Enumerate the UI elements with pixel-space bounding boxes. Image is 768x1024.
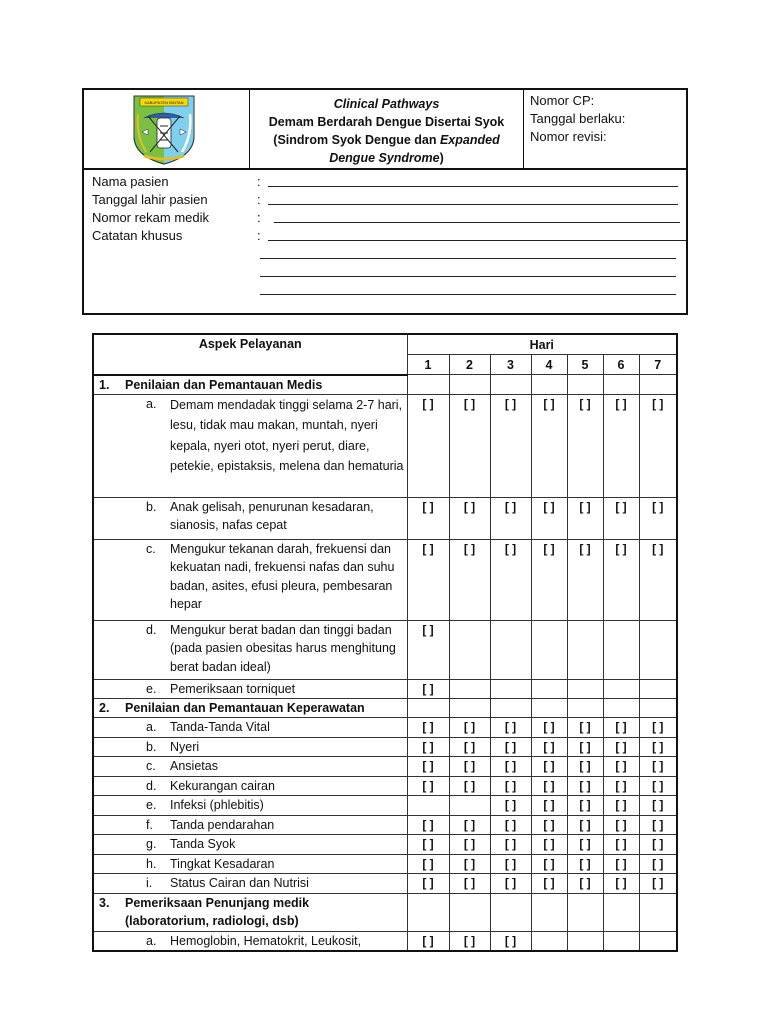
- day-cell-empty: [567, 620, 603, 679]
- day-cell-empty: [490, 893, 531, 931]
- checkbox-day-2[interactable]: [ ]: [449, 757, 490, 777]
- title-line-4: [250, 149, 523, 167]
- section-row: [93, 893, 677, 931]
- day-cell-empty: [603, 931, 639, 951]
- item-text: Nyeri: [170, 739, 200, 754]
- aspek-cell: [93, 718, 407, 738]
- item-letter: g.: [146, 837, 157, 851]
- checkbox-day-3[interactable]: [ ]: [490, 835, 531, 855]
- day-cell-empty: [531, 375, 567, 395]
- day-cell-empty: [407, 375, 449, 395]
- checkbox-day-5[interactable]: [ ]: [567, 737, 603, 757]
- checkbox-day-3[interactable]: [ ]: [490, 718, 531, 738]
- day-header-5: 5: [567, 355, 603, 375]
- checkbox-day-1[interactable]: [ ]: [407, 757, 449, 777]
- section-title: Penilaian dan Pemantauan Keperawatan: [125, 701, 365, 715]
- item-text: Tingkat Kesadaran: [170, 856, 275, 871]
- field-label: Nama pasien: [92, 174, 169, 189]
- logo-cell: [84, 90, 250, 168]
- day-cell-empty: [407, 893, 449, 931]
- section-row: [93, 699, 677, 718]
- checkbox-day-6[interactable]: [ ]: [603, 394, 639, 497]
- item-letter: b.: [146, 739, 157, 754]
- item-text: Pemeriksaan torniquet: [170, 681, 296, 696]
- table-row: [93, 796, 677, 816]
- item-text: Tanda Syok: [170, 837, 236, 851]
- aspek-cell: [93, 737, 407, 757]
- checkbox-day-7[interactable]: [ ]: [639, 394, 677, 497]
- field-colon: :: [257, 174, 261, 189]
- field-colon: :: [257, 210, 261, 225]
- aspek-cell: [93, 874, 407, 894]
- item-text: Infeksi (phlebitis): [170, 798, 264, 812]
- checkbox-day-2[interactable]: [ ]: [449, 394, 490, 497]
- day-cell-empty: [407, 796, 449, 816]
- day-cell-empty: [639, 375, 677, 395]
- table-body: [93, 375, 677, 952]
- checkbox-day-5[interactable]: [ ]: [567, 718, 603, 738]
- table-row: [93, 620, 677, 679]
- checkbox-day-3[interactable]: [ ]: [490, 497, 531, 539]
- col-header-aspek: Aspek Pelayanan: [93, 334, 407, 375]
- document-title: [250, 90, 524, 168]
- item-letter: a.: [146, 933, 157, 948]
- aspek-cell: [93, 776, 407, 796]
- field-label: Tanggal lahir pasien: [92, 192, 208, 207]
- item-letter: e.: [146, 681, 157, 696]
- table-row: [93, 679, 677, 699]
- title-line-1: Clinical Pathways: [333, 97, 440, 111]
- checkbox-day-7[interactable]: [ ]: [639, 854, 677, 874]
- catatan-input-line-2[interactable]: [260, 258, 676, 259]
- item-letter: a.: [146, 720, 157, 734]
- item-text: Tanda pendarahan: [170, 817, 275, 832]
- item-letter: c.: [146, 541, 156, 556]
- day-cell-empty: [490, 679, 531, 699]
- checkbox-day-6[interactable]: [ ]: [603, 874, 639, 894]
- checkbox-day-5[interactable]: [ ]: [567, 796, 603, 816]
- item-text: Ansietas: [170, 759, 218, 773]
- checkbox-day-7[interactable]: [ ]: [639, 539, 677, 620]
- day-cell-empty: [490, 375, 531, 395]
- regency-crest-icon: [130, 92, 198, 166]
- item-text: Anak gelisah, penurunan kesadaran, sianosis, nafas cepat: [170, 499, 374, 532]
- catatan-input-line-1[interactable]: [268, 240, 686, 241]
- checkbox-day-1[interactable]: [ ]: [407, 874, 449, 894]
- catatan-input-line-4[interactable]: [260, 294, 676, 295]
- title-line-4-italic: Dengue Syndrome: [329, 151, 440, 165]
- checkbox-day-7[interactable]: [ ]: [639, 874, 677, 894]
- table-row: [93, 815, 677, 835]
- day-header-2: 2: [449, 355, 490, 375]
- day-cell-empty: [531, 699, 567, 718]
- checkbox-day-4[interactable]: [ ]: [531, 854, 567, 874]
- checkbox-day-1[interactable]: [ ]: [407, 394, 449, 497]
- checkbox-day-1[interactable]: [ ]: [407, 718, 449, 738]
- day-cell-empty: [639, 893, 677, 931]
- checkbox-day-3[interactable]: [ ]: [490, 815, 531, 835]
- checkbox-day-2[interactable]: [ ]: [449, 497, 490, 539]
- section-number: 3.: [99, 895, 110, 910]
- item-letter: d.: [146, 778, 157, 793]
- checkbox-day-6[interactable]: [ ]: [603, 737, 639, 757]
- catatan-input-line-3[interactable]: [260, 276, 676, 277]
- checkbox-day-2[interactable]: [ ]: [449, 539, 490, 620]
- checkbox-day-4[interactable]: [ ]: [531, 394, 567, 497]
- item-letter: b.: [146, 499, 157, 514]
- aspek-cell: [93, 497, 407, 539]
- checkbox-day-1[interactable]: [ ]: [407, 620, 449, 679]
- title-line-2: Demam Berdarah Dengue Disertai Syok: [268, 115, 505, 129]
- aspek-cell: [93, 815, 407, 835]
- checkbox-day-4[interactable]: [ ]: [531, 737, 567, 757]
- nomor-cp-field[interactable]: Nomor CP:: [530, 93, 595, 108]
- aspek-cell: [93, 679, 407, 699]
- day-cell-empty: [603, 375, 639, 395]
- checkbox-day-2[interactable]: [ ]: [449, 854, 490, 874]
- checkbox-day-2[interactable]: [ ]: [449, 776, 490, 796]
- item-text: Status Cairan dan Nutrisi: [170, 876, 309, 890]
- day-cell-empty: [603, 893, 639, 931]
- day-cell-empty: [449, 796, 490, 816]
- day-cell-empty: [449, 679, 490, 699]
- day-header-6: 6: [603, 355, 639, 375]
- checkbox-day-5[interactable]: [ ]: [567, 835, 603, 855]
- checkbox-day-3[interactable]: [ ]: [490, 737, 531, 757]
- checkbox-day-3[interactable]: [ ]: [490, 854, 531, 874]
- checkbox-day-7[interactable]: [ ]: [639, 796, 677, 816]
- aspek-cell: [93, 394, 407, 497]
- section-number: 1.: [99, 377, 110, 392]
- item-text: Hemoglobin, Hematokrit, Leukosit,: [170, 933, 362, 948]
- checkbox-day-5[interactable]: [ ]: [567, 854, 603, 874]
- aspek-cell: [93, 931, 407, 951]
- day-cell-empty: [639, 699, 677, 718]
- checkbox-day-4[interactable]: [ ]: [531, 539, 567, 620]
- section-title-cell: [93, 375, 407, 395]
- day-cell-empty: [639, 620, 677, 679]
- section-number: 2.: [99, 701, 110, 715]
- checkbox-day-2[interactable]: [ ]: [449, 718, 490, 738]
- day-header-7: 7: [639, 355, 677, 375]
- table-row: [93, 539, 677, 620]
- checkbox-day-3[interactable]: [ ]: [490, 931, 531, 951]
- item-text: Kekurangan cairan: [170, 778, 275, 793]
- section-title: Penilaian dan Pemantauan Medis: [125, 377, 323, 392]
- item-letter: f.: [146, 817, 153, 832]
- checkbox-day-1[interactable]: [ ]: [407, 854, 449, 874]
- day-cell-empty: [603, 679, 639, 699]
- checkbox-day-2[interactable]: [ ]: [449, 931, 490, 951]
- document-meta: [524, 90, 686, 168]
- checkbox-day-1[interactable]: [ ]: [407, 835, 449, 855]
- checkbox-day-1[interactable]: [ ]: [407, 539, 449, 620]
- day-cell-empty: [567, 699, 603, 718]
- checkbox-day-3[interactable]: [ ]: [490, 776, 531, 796]
- day-cell-empty: [490, 620, 531, 679]
- aspek-cell: [93, 854, 407, 874]
- checkbox-day-5[interactable]: [ ]: [567, 539, 603, 620]
- day-cell-empty: [490, 699, 531, 718]
- day-cell-empty: [531, 679, 567, 699]
- field-label: Catatan khusus: [92, 228, 183, 243]
- tanggal-berlaku-field[interactable]: Tanggal berlaku:: [530, 111, 626, 126]
- table-row: [93, 497, 677, 539]
- patient-info: [84, 170, 686, 313]
- day-header-3: 3: [490, 355, 531, 375]
- checkbox-day-4[interactable]: [ ]: [531, 776, 567, 796]
- checkbox-day-7[interactable]: [ ]: [639, 776, 677, 796]
- day-cell-empty: [531, 620, 567, 679]
- day-cell-empty: [567, 375, 603, 395]
- checkbox-day-4[interactable]: [ ]: [531, 718, 567, 738]
- item-letter: e.: [146, 798, 157, 812]
- checkbox-day-1[interactable]: [ ]: [407, 737, 449, 757]
- day-cell-empty: [567, 893, 603, 931]
- checkbox-day-7[interactable]: [ ]: [639, 497, 677, 539]
- checkbox-day-4[interactable]: [ ]: [531, 874, 567, 894]
- col-header-hari: Hari: [407, 334, 677, 355]
- checkbox-day-4[interactable]: [ ]: [531, 796, 567, 816]
- table-row: [93, 737, 677, 757]
- checkbox-day-6[interactable]: [ ]: [603, 539, 639, 620]
- section-title-cell: [93, 893, 407, 931]
- checkbox-day-7[interactable]: [ ]: [639, 835, 677, 855]
- table-row: [93, 874, 677, 894]
- item-text: Mengukur tekanan darah, frekuensi dan kekuatan nadi, frekuensi nafas dan suhu badan, asites, efusi pleura, pembesaran hepar: [170, 541, 395, 611]
- title-line-3: [250, 131, 523, 149]
- table-row: [93, 854, 677, 874]
- item-letter: c.: [146, 759, 156, 773]
- checkbox-day-1[interactable]: [ ]: [407, 931, 449, 951]
- day-cell-empty: [567, 679, 603, 699]
- day-cell-empty: [639, 679, 677, 699]
- field-colon: :: [257, 228, 261, 243]
- day-cell-empty: [531, 931, 567, 951]
- item-letter: h.: [146, 856, 157, 871]
- checkbox-day-4[interactable]: [ ]: [531, 757, 567, 777]
- checkbox-day-5[interactable]: [ ]: [567, 497, 603, 539]
- tanggal-lahir-input-line[interactable]: [268, 204, 678, 205]
- checkbox-day-6[interactable]: [ ]: [603, 757, 639, 777]
- checkbox-day-7[interactable]: [ ]: [639, 718, 677, 738]
- checkbox-day-2[interactable]: [ ]: [449, 835, 490, 855]
- day-cell-empty: [567, 931, 603, 951]
- aspek-cell: [93, 620, 407, 679]
- checkbox-day-6[interactable]: [ ]: [603, 776, 639, 796]
- item-letter: d.: [146, 622, 157, 637]
- checkbox-day-5[interactable]: [ ]: [567, 757, 603, 777]
- checkbox-day-7[interactable]: [ ]: [639, 757, 677, 777]
- header-top-row: [84, 90, 686, 170]
- checkbox-day-2[interactable]: [ ]: [449, 737, 490, 757]
- field-colon: :: [257, 192, 261, 207]
- section-title-cell: [93, 699, 407, 718]
- checkbox-day-5[interactable]: [ ]: [567, 394, 603, 497]
- section-title: Pemeriksaan Penunjang medik (laboratorium, radiologi, dsb): [125, 895, 310, 928]
- item-text: Demam mendadak tinggi selama 2-7 hari, lesu, tidak mau makan, muntah, nyeri kepala, nyeri otot, nyeri perut, diare, petekie, epistaksis, melena dan hematuria: [170, 397, 404, 473]
- day-cell-empty: [531, 893, 567, 931]
- table-row: [93, 931, 677, 951]
- title-line-3-text: (Sindrom Syok Dengue dan: [273, 133, 440, 147]
- table-row: [93, 776, 677, 796]
- table-row: [93, 718, 677, 738]
- checkbox-day-6[interactable]: [ ]: [603, 854, 639, 874]
- checkbox-day-5[interactable]: [ ]: [567, 776, 603, 796]
- nomor-revisi-field[interactable]: Nomor revisi:: [530, 129, 607, 144]
- item-letter: a.: [146, 396, 157, 411]
- aspek-cell: [93, 796, 407, 816]
- checkbox-day-2[interactable]: [ ]: [449, 815, 490, 835]
- svg-text:KABUPATEN BINTAN: KABUPATEN BINTAN: [144, 100, 184, 105]
- checkbox-day-3[interactable]: [ ]: [490, 874, 531, 894]
- table-header-row: [93, 334, 677, 355]
- day-header-4: 4: [531, 355, 567, 375]
- clinical-pathway-table: [92, 333, 678, 952]
- checkbox-day-6[interactable]: [ ]: [603, 835, 639, 855]
- day-cell-empty: [449, 699, 490, 718]
- section-row: [93, 375, 677, 395]
- item-text: Mengukur berat badan dan tinggi badan (pada pasien obesitas harus menghitung berat badan ideal): [170, 622, 396, 674]
- day-cell-empty: [449, 620, 490, 679]
- aspek-cell: [93, 757, 407, 777]
- checkbox-day-7[interactable]: [ ]: [639, 815, 677, 835]
- checkbox-day-6[interactable]: [ ]: [603, 796, 639, 816]
- day-cell-empty: [639, 931, 677, 951]
- checkbox-day-3[interactable]: [ ]: [490, 757, 531, 777]
- checkbox-day-6[interactable]: [ ]: [603, 497, 639, 539]
- table-row: [93, 757, 677, 777]
- day-cell-empty: [603, 620, 639, 679]
- day-cell-empty: [407, 699, 449, 718]
- checkbox-day-7[interactable]: [ ]: [639, 737, 677, 757]
- rekam-medik-input-line[interactable]: [274, 222, 680, 223]
- checkbox-day-1[interactable]: [ ]: [407, 497, 449, 539]
- day-cell-empty: [449, 893, 490, 931]
- checkbox-day-3[interactable]: [ ]: [490, 394, 531, 497]
- day-cell-empty: [449, 375, 490, 395]
- checkbox-day-6[interactable]: [ ]: [603, 718, 639, 738]
- day-cell-empty: [603, 699, 639, 718]
- checkbox-day-3[interactable]: [ ]: [490, 796, 531, 816]
- title-line-4-text: ): [439, 151, 444, 165]
- aspek-cell: [93, 539, 407, 620]
- aspek-cell: [93, 835, 407, 855]
- nama-pasien-input-line[interactable]: [268, 186, 678, 187]
- table-row: [93, 835, 677, 855]
- table-row: [93, 394, 677, 497]
- item-letter: i.: [146, 876, 153, 890]
- field-label: Nomor rekam medik: [92, 210, 210, 225]
- title-line-3-italic: Expanded: [439, 133, 500, 147]
- checkbox-day-4[interactable]: [ ]: [531, 497, 567, 539]
- checkbox-day-4[interactable]: [ ]: [531, 835, 567, 855]
- checkbox-day-2[interactable]: [ ]: [449, 874, 490, 894]
- checkbox-day-1[interactable]: [ ]: [407, 776, 449, 796]
- checkbox-day-4[interactable]: [ ]: [531, 815, 567, 835]
- day-header-1: 1: [407, 355, 449, 375]
- checkbox-day-1[interactable]: [ ]: [407, 815, 449, 835]
- checkbox-day-5[interactable]: [ ]: [567, 815, 603, 835]
- document-header: [82, 88, 688, 315]
- checkbox-day-6[interactable]: [ ]: [603, 815, 639, 835]
- checkbox-day-1[interactable]: [ ]: [407, 679, 449, 699]
- item-text: Tanda-Tanda Vital: [170, 720, 270, 734]
- checkbox-day-3[interactable]: [ ]: [490, 539, 531, 620]
- checkbox-day-5[interactable]: [ ]: [567, 874, 603, 894]
